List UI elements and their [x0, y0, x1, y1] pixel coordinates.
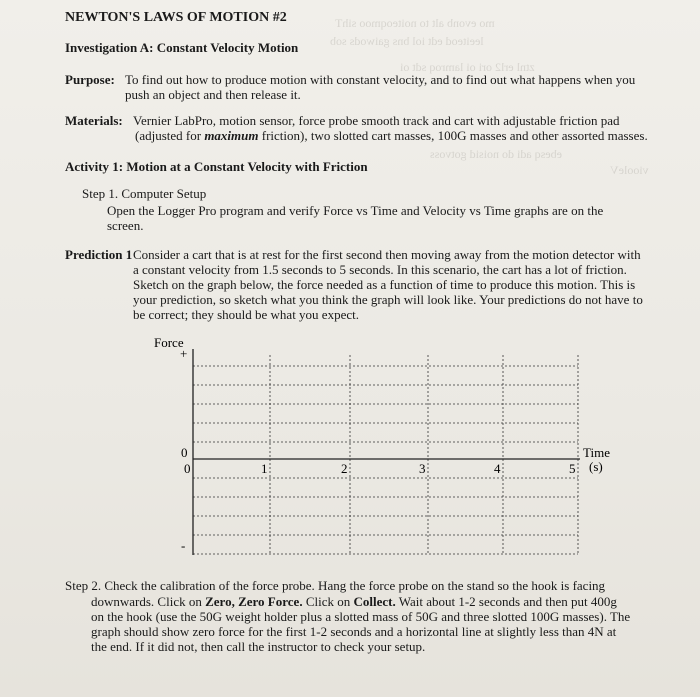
materials-label: Materials: — [65, 113, 123, 128]
prediction-line: Sketch on the graph below, the force needed as a function of time to produce this motion. This is — [133, 277, 636, 292]
graph-y-label: Force — [154, 335, 184, 350]
materials-line: Vernier LabPro, motion sensor, force probe smooth track and cart with adjustable friction pad — [133, 113, 620, 128]
purpose-label: Purpose: — [65, 72, 115, 87]
x-tick-label: 3 — [419, 461, 426, 476]
x-tick-label: 0 — [184, 461, 191, 476]
graph-x-unit: (s) — [589, 459, 603, 474]
graph-grid — [193, 349, 580, 555]
bleed-through-text: mo evonb alt to noiteoqmoo sihT — [335, 16, 495, 30]
bleed-through-text: leeiteod edt iol bns gaiwods sob — [330, 34, 484, 48]
step1-heading: Step 1. Computer Setup — [82, 186, 207, 201]
x-tick-label: 2 — [341, 461, 348, 476]
step2-text — [91, 594, 681, 654]
step1-line: Open the Logger Pro program and verify Force vs Time and Velocity vs Time graphs are on the — [107, 203, 604, 218]
graph-x-ticks — [184, 461, 576, 476]
investigation-heading: Investigation A: Constant Velocity Motion — [65, 40, 299, 55]
page-title: NEWTON'S LAWS OF MOTION #2 — [65, 10, 287, 25]
prediction-line: Consider a cart that is at rest for the first second then moving away from the motion detector with — [133, 247, 641, 262]
purpose-line: To find out how to produce motion with constant velocity, and to find out what happens when you — [125, 72, 636, 87]
step2-line: graph should show zero force for the first 1-2 seconds and a horizontal line at slightly less than 4N at — [91, 624, 617, 639]
graph-minus-sign: - — [181, 538, 186, 553]
bleed-through-text: ztnl erl2 ori oi lamroq sdt oi — [400, 60, 535, 74]
prediction-line: a constant velocity from 1.5 seconds to 5 seconds. In this scenario, the cart has a lot of friction. — [133, 262, 627, 277]
x-tick-label: 1 — [261, 461, 268, 476]
bleed-through-text: ebesq adi do noisid gotvoss — [430, 147, 562, 161]
step2-line: the end. If it did not, then call the instructor to check your setup. — [91, 639, 426, 654]
step2-line: downwards. Click on Zero, Zero Force. Click on Collect. Wait about 1-2 seconds and then put 400g — [91, 594, 617, 609]
graph-zero-label: 0 — [181, 445, 188, 460]
graph-plus-sign: + — [180, 346, 188, 361]
graph-x-label: Time — [583, 445, 610, 460]
step2-line: Step 2. Check the calibration of the force probe. Hang the force probe on the stand so the hook is facing — [65, 578, 606, 593]
step2-section — [65, 578, 685, 654]
step1-line: screen. — [107, 218, 144, 233]
bleed-through-text: viooleV — [610, 163, 649, 177]
activity-heading: Activity 1: Motion at a Constant Velocity with Friction — [65, 159, 368, 174]
prediction-label: Prediction 1 — [65, 247, 133, 262]
prediction-line: be correct; they should be what you expect. — [133, 307, 359, 322]
step2-line: on the hook (use the 50G weight holder plus a slotted mass of 50G and three slotted 100G masses). The — [91, 609, 631, 624]
x-tick-label: 4 — [494, 461, 501, 476]
prediction-line: your prediction, so sketch what you think the graph will look like. Your predictions do not have to — [133, 292, 643, 307]
purpose-line: push an object and then release it. — [125, 87, 301, 102]
x-tick-label: 5 — [569, 461, 576, 476]
materials-line: (adjusted for maximum friction), two slotted cart masses, 100G masses and other assorted masses. — [135, 128, 648, 143]
